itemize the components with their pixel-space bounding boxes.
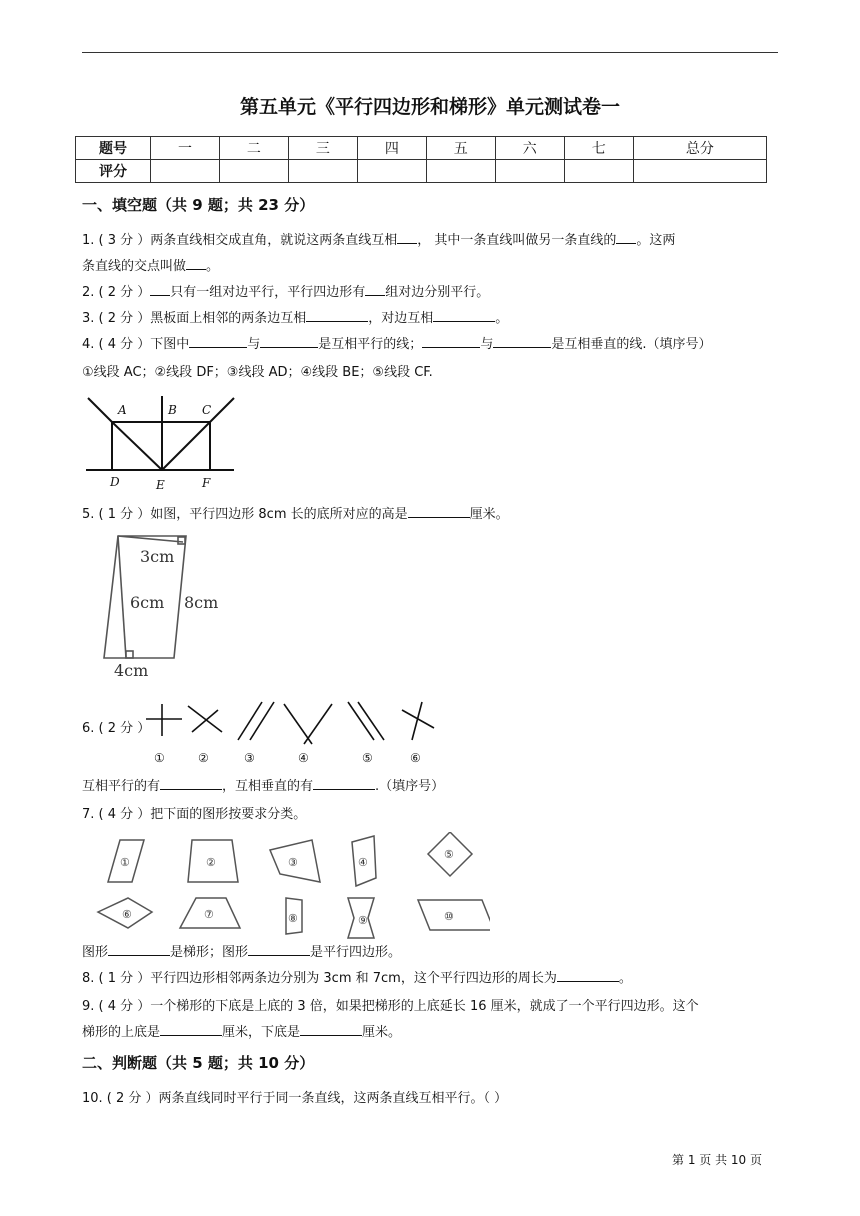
answer-blank[interactable] bbox=[616, 230, 636, 244]
q8-text: 8. ( 1 分 ）平行四边形相邻两条边分别为 3cm 和 7cm，这个平行四边形的周长为 bbox=[82, 971, 557, 986]
answer-blank[interactable] bbox=[422, 334, 480, 348]
figure-2-line bbox=[192, 710, 218, 732]
q6-lines-figure bbox=[140, 700, 440, 766]
question-4 bbox=[82, 334, 782, 356]
shape-number: ① bbox=[120, 856, 130, 869]
answer-blank[interactable] bbox=[108, 942, 170, 956]
section-heading-judge: 二、判断题（共 5 题；共 10 分） bbox=[82, 1054, 315, 1072]
q6-text: .（填序号） bbox=[375, 779, 445, 794]
question-1-line1 bbox=[82, 230, 782, 252]
score-cell: 五 bbox=[426, 137, 495, 160]
q3-text: ，对边互相 bbox=[368, 311, 434, 326]
answer-blank[interactable] bbox=[248, 942, 310, 956]
q2-text: 2. ( 2 分 ） bbox=[82, 285, 151, 300]
score-label: 评分 bbox=[76, 160, 151, 183]
q6-text: ，互相垂直的有 bbox=[222, 779, 314, 794]
point-label: E bbox=[156, 478, 165, 492]
section-heading-fill: 一、填空题（共 9 题；共 23 分） bbox=[82, 196, 315, 214]
shape-number: ⑩ bbox=[444, 910, 454, 923]
figure-3-line bbox=[250, 702, 274, 740]
shape-number: ⑦ bbox=[204, 908, 214, 921]
top-rule bbox=[82, 52, 778, 53]
q5-parallelogram-figure bbox=[96, 530, 236, 682]
question-2 bbox=[82, 282, 782, 304]
question-9-line2 bbox=[82, 1022, 782, 1044]
q5-text: 厘米。 bbox=[469, 507, 509, 522]
q3-text: 3. ( 2 分 ）黑板面上相邻的两条边互相 bbox=[82, 311, 307, 326]
dimension-label: 8cm bbox=[184, 593, 219, 612]
answer-blank[interactable] bbox=[260, 334, 318, 348]
score-cell: 三 bbox=[288, 137, 357, 160]
score-cell: 题号 bbox=[76, 137, 151, 160]
question-3 bbox=[82, 308, 782, 330]
figure-3-line bbox=[238, 702, 262, 740]
q9-text: 梯形的上底是 bbox=[82, 1025, 161, 1040]
question-6-answer bbox=[82, 776, 782, 798]
q1-text: 条直线的交点叫做 bbox=[82, 259, 187, 274]
point-label: D bbox=[110, 475, 120, 489]
shape-10-parallelogram bbox=[418, 900, 490, 930]
shape-number: ⑧ bbox=[288, 912, 298, 925]
line-ce bbox=[162, 422, 210, 470]
figure-number: ② bbox=[198, 751, 209, 765]
score-cell: 一 bbox=[151, 137, 220, 160]
height-line-3cm bbox=[118, 536, 183, 542]
q7-text: 是梯形；图形 bbox=[170, 945, 249, 960]
question-7-answer bbox=[82, 942, 782, 964]
q9-text: 厘米，下底是 bbox=[222, 1025, 301, 1040]
score-cell: 二 bbox=[219, 137, 288, 160]
answer-blank[interactable] bbox=[365, 282, 385, 296]
right-angle-mark bbox=[178, 537, 185, 544]
q2-text: 组对边分别平行。 bbox=[385, 285, 490, 300]
shape-number: ⑥ bbox=[122, 908, 132, 921]
q4-text: 与 bbox=[480, 337, 494, 352]
shape-number: ⑤ bbox=[444, 848, 454, 861]
question-10: 10. ( 2 分 ）两条直线同时平行于同一条直线，这两条直线互相平行。（ ） bbox=[82, 1091, 508, 1106]
right-slant-line bbox=[210, 398, 234, 422]
score-cell: 四 bbox=[357, 137, 426, 160]
page-title: 第五单元《平行四边形和梯形》单元测试卷一 bbox=[239, 96, 620, 118]
question-1-line2 bbox=[82, 256, 782, 278]
score-input-cell[interactable] bbox=[357, 160, 426, 183]
shape-number: ⑨ bbox=[358, 914, 368, 927]
left-slant-line bbox=[88, 398, 112, 422]
answer-blank[interactable] bbox=[160, 776, 222, 790]
score-input-cell[interactable] bbox=[288, 160, 357, 183]
answer-blank[interactable] bbox=[306, 308, 368, 322]
question-7: 7. ( 4 分 ）把下面的图形按要求分类。 bbox=[82, 807, 307, 822]
q6-text: 互相平行的有 bbox=[82, 779, 161, 794]
score-cell: 六 bbox=[495, 137, 564, 160]
score-row-header bbox=[76, 137, 767, 160]
q7-shapes-figure bbox=[90, 832, 490, 940]
line-ae bbox=[112, 422, 162, 470]
page-footer: 第 1 页 共 10 页 bbox=[672, 1153, 762, 1167]
q4-text: 4. ( 4 分 ）下图中 bbox=[82, 337, 190, 352]
score-input-cell[interactable] bbox=[564, 160, 633, 183]
answer-blank[interactable] bbox=[397, 230, 417, 244]
q2-text: 只有一组对边平行，平行四边形有 bbox=[170, 285, 366, 300]
question-9-line1: 9. ( 4 分 ）一个梯形的下底是上底的 3 倍，如果把梯形的上底延长 16 厘米，就成了一个平行四边形。这个 bbox=[82, 999, 699, 1014]
q4-figure bbox=[86, 396, 236, 492]
q5-text: 5. ( 1 分 ）如图，平行四边形 8cm 长的底所对应的高是 bbox=[82, 507, 408, 522]
shape-number: ② bbox=[206, 856, 216, 869]
question-6-label: 6. ( 2 分 ） bbox=[82, 721, 151, 736]
dimension-label: 3cm bbox=[140, 547, 175, 566]
answer-blank[interactable] bbox=[408, 504, 470, 518]
score-input-cell[interactable] bbox=[426, 160, 495, 183]
question-4-options: ①线段 AC；②线段 DF；③线段 AD；④线段 BE；⑤线段 CF. bbox=[82, 365, 433, 380]
figure-4-line bbox=[304, 704, 332, 744]
q4-text: 与 bbox=[247, 337, 261, 352]
q1-text: 。 bbox=[206, 259, 220, 274]
point-label: A bbox=[118, 403, 127, 417]
shape-number: ④ bbox=[358, 856, 368, 869]
score-cell: 总分 bbox=[633, 137, 766, 160]
q4-text: 是互相平行的线； bbox=[318, 337, 423, 352]
figure-number: ⑥ bbox=[410, 751, 421, 765]
score-input-cell[interactable] bbox=[633, 160, 766, 183]
q1-text: ， 其中一条直线叫做另一条直线的 bbox=[417, 233, 617, 248]
answer-blank[interactable] bbox=[300, 1022, 362, 1036]
point-label: C bbox=[202, 403, 212, 417]
answer-blank[interactable] bbox=[189, 334, 247, 348]
shape-number: ③ bbox=[288, 856, 298, 869]
answer-blank[interactable] bbox=[557, 968, 619, 982]
dimension-label: 6cm bbox=[130, 593, 165, 612]
figure-number: ③ bbox=[244, 751, 255, 765]
q7-text: 图形 bbox=[82, 945, 109, 960]
question-8 bbox=[82, 968, 782, 990]
point-label: F bbox=[202, 476, 211, 490]
score-cell: 七 bbox=[564, 137, 633, 160]
answer-blank[interactable] bbox=[186, 256, 206, 270]
q1-text: 1. ( 3 分 ）两条直线相交成直角，就说这两条直线互相 bbox=[82, 233, 398, 248]
score-input-cell[interactable] bbox=[219, 160, 288, 183]
answer-blank[interactable] bbox=[313, 776, 375, 790]
q9-text: 厘米。 bbox=[362, 1025, 402, 1040]
figure-number: ④ bbox=[298, 751, 309, 765]
answer-blank[interactable] bbox=[493, 334, 551, 348]
q3-text: 。 bbox=[495, 311, 509, 326]
height-line-6cm bbox=[118, 536, 126, 658]
q1-text: 。这两 bbox=[636, 233, 676, 248]
dimension-label: 4cm bbox=[114, 661, 149, 680]
q4-text: 是互相垂直的线.（填序号） bbox=[551, 337, 712, 352]
q7-text: 是平行四边形。 bbox=[310, 945, 402, 960]
right-angle-mark bbox=[126, 651, 133, 658]
score-row-grades bbox=[76, 160, 767, 183]
q8-text: 。 bbox=[618, 971, 632, 986]
figure-number: ① bbox=[154, 751, 165, 765]
answer-blank[interactable] bbox=[160, 1022, 222, 1036]
score-table bbox=[75, 136, 767, 183]
answer-blank[interactable] bbox=[433, 308, 495, 322]
figure-number: ⑤ bbox=[362, 751, 373, 765]
answer-blank[interactable] bbox=[150, 282, 170, 296]
question-5 bbox=[82, 504, 782, 526]
score-input-cell[interactable] bbox=[151, 160, 220, 183]
point-label: B bbox=[168, 403, 177, 417]
score-input-cell[interactable] bbox=[495, 160, 564, 183]
